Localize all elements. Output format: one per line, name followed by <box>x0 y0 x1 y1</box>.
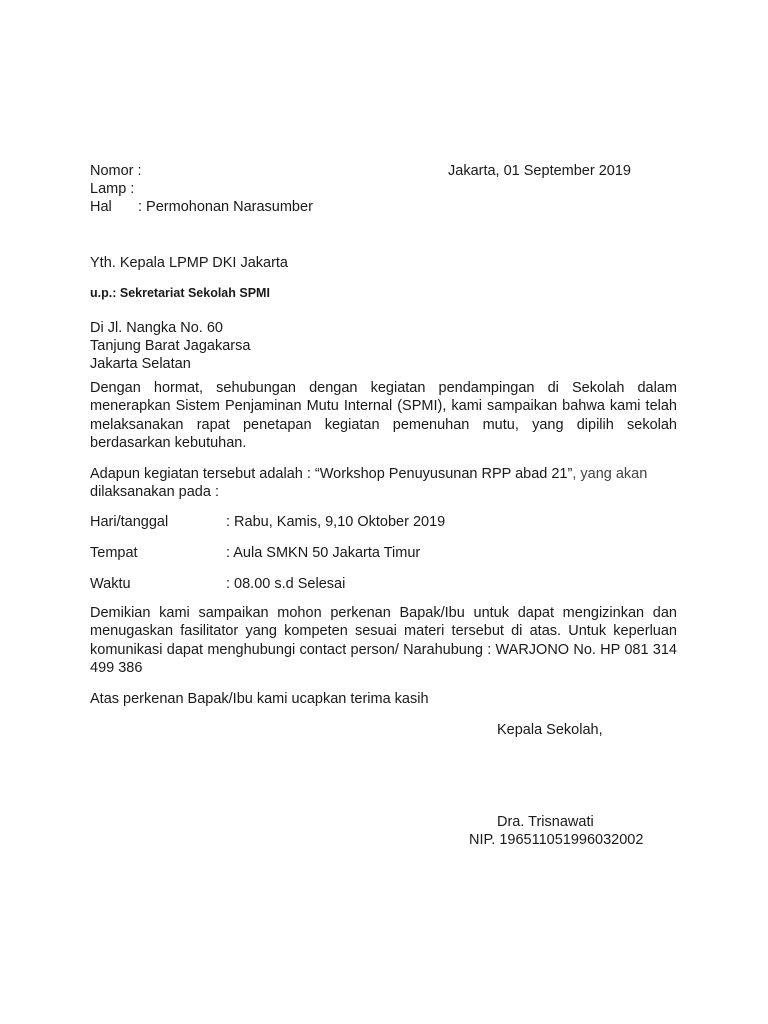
detail-label-hari: Hari/tanggal <box>90 514 169 530</box>
signature-title: Kepala Sekolah, <box>497 722 603 738</box>
recipient-up: u.p.: Sekretariat Sekolah SPMI <box>90 286 270 300</box>
closing-text: Atas perkenan Bapak/Ibu kami ucapkan terima kasih <box>90 691 429 707</box>
body-paragraph-2 <box>90 465 647 483</box>
hal-label: Hal <box>90 199 112 215</box>
paragraph-2-main: Adapun kegiatan tersebut adalah : “Workshop Penuyusunan RPP abad 21” <box>90 466 573 482</box>
lamp-label: Lamp : <box>90 181 135 197</box>
signature-nip: NIP. 196511051996032002 <box>469 832 644 848</box>
detail-label-tempat: Tempat <box>90 545 138 561</box>
body-paragraph-1: Dengan hormat, sehubungan dengan kegiatan pendampingan di Sekolah dalam menerapkan Sistem Penjaminan Mutu Internal (SPMI), kami sampaikan bahwa kami telah melaksanakan rapat penetapan kegiatan pemenuhan mutu, yang dipilih sekolah berdasarkan kebutuhan. <box>90 380 677 451</box>
body-paragraph-3: Demikian kami sampaikan mohon perkenan Bapak/Ibu untuk dapat mengizinkan dan menugaskan fasilitator yang kompeten sesuai materi tersebut di atas. Untuk keperluan komunikasi dapat menghubungi contact person/ Narahubung : WARJONO No. HP 081 314 499 386 <box>90 605 677 676</box>
letter-date: Jakarta, 01 September 2019 <box>448 163 631 179</box>
recipient-address-2: Tanjung Barat Jagakarsa <box>90 338 251 354</box>
recipient-address-1: Di Jl. Nangka No. 60 <box>90 320 223 336</box>
detail-label-waktu: Waktu <box>90 576 131 592</box>
nomor-label: Nomor : <box>90 163 142 179</box>
detail-value-hari: : Rabu, Kamis, 9,10 Oktober 2019 <box>226 514 446 530</box>
recipient-address-3: Jakarta Selatan <box>90 356 191 372</box>
paragraph-2-tail: , yang akan <box>572 466 648 482</box>
hal-value: : Permohonan Narasumber <box>138 199 313 215</box>
detail-value-waktu: : 08.00 s.d Selesai <box>226 576 346 592</box>
paragraph-2-continuation: dilaksanakan pada : <box>90 484 219 500</box>
recipient-yth: Yth. Kepala LPMP DKI Jakarta <box>90 255 289 271</box>
signature-name: Dra. Trisnawati <box>497 814 594 830</box>
detail-value-tempat: : Aula SMKN 50 Jakarta Timur <box>226 545 421 561</box>
